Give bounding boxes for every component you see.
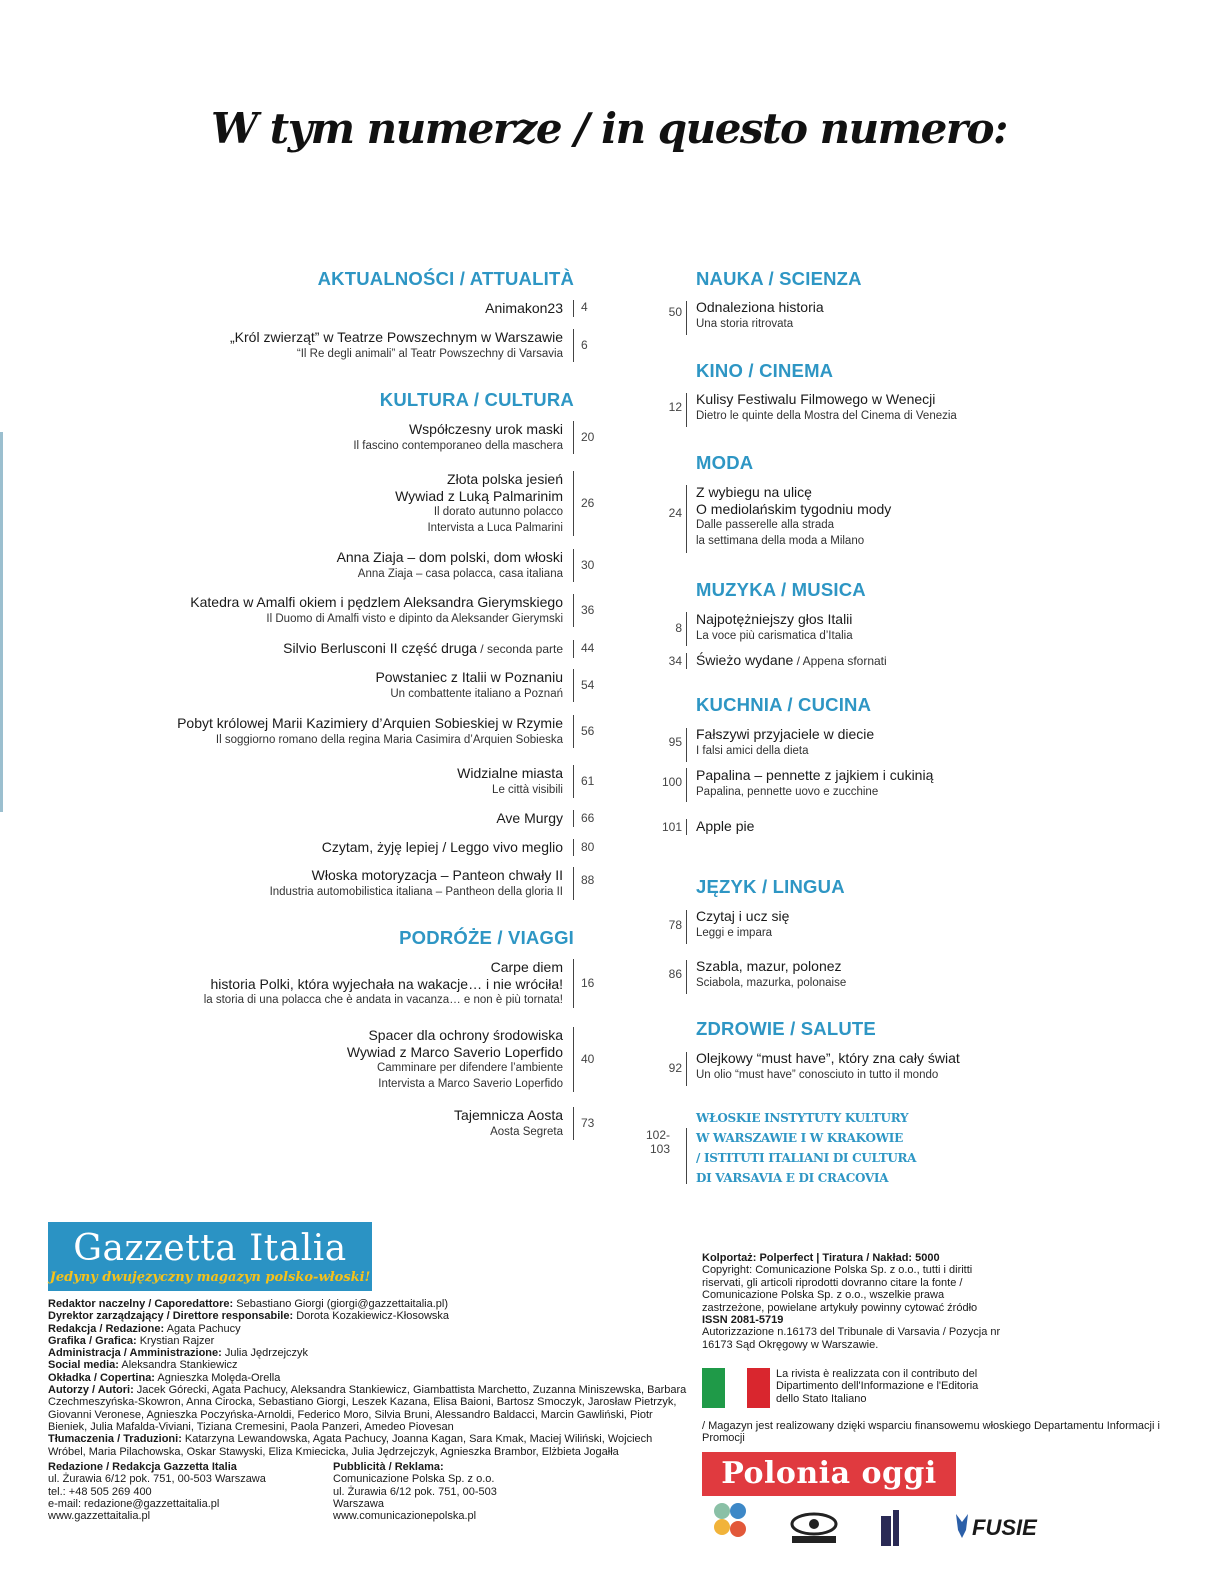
website-link[interactable]: www.comunicazionepolska.pl [333, 1510, 477, 1523]
section-heading-podroze: PODRÓŻE / VIAGGI [399, 927, 574, 948]
page-number: 16 [581, 976, 595, 990]
page-number: 6 [581, 338, 588, 352]
page-number: 36 [581, 603, 595, 617]
page-number: 40 [581, 1052, 595, 1066]
credit-value: Agnieszka Molęda-Orella [154, 1371, 281, 1384]
page-number: 86 [668, 967, 682, 981]
credit-label: Dyrektor zarządzający / Direttore responsabile: [48, 1310, 294, 1323]
entry-title: Złota polska jesień [447, 471, 563, 487]
section-heading-kuchnia: KUCHNIA / CUCINA [696, 694, 872, 715]
izba-wydawcow-logo [881, 1510, 899, 1546]
entry-subtitle: Dietro le quinte della Mostra del Cinema di Venezia [696, 409, 957, 422]
credit-value: Sebastiano Giorgi (giorgi@gazzettaitalia.pl) [233, 1298, 448, 1310]
entry-title: Ave Murgy [496, 810, 563, 826]
page-number: 50 [668, 305, 682, 319]
copyright-text: Copyright: Comunicazione Polska Sp. z o.o., tutti i diritti riservati, gli articoli riprodotti dovranno citare la fonte / Comunicazione Polska Sp. z o.o., wszelkie prawa zastrzeżone, powielane artykuły powinny cytować źródło [702, 1264, 978, 1314]
entry-subtitle: Il soggiorno romano della regina Maria Casimira d’Arquien Sobieska [215, 733, 563, 746]
partner-logos [706, 1502, 1046, 1550]
entry-title: Szabla, mazur, polonez [696, 958, 842, 974]
section-heading-jezyk: JĘZYK / LINGUA [696, 876, 845, 897]
page-number: 24 [668, 506, 682, 520]
credit-label: Administracja / Amministrazione: [48, 1347, 222, 1360]
toc-entry[interactable] [454, 1107, 595, 1140]
toc-entry[interactable] [177, 715, 595, 748]
page-number: 56 [581, 724, 595, 738]
entry-subtitle: la storia di una polacca che è andata in vacanza… e non è più tornata! [203, 994, 563, 1006]
fusie-logo [956, 1514, 968, 1538]
credit-label: Tłumaczenia / Traduzioni: [48, 1433, 182, 1446]
page-number: 101 [661, 820, 682, 834]
entry-subtitle: Il fascino contemporaneo della maschera [353, 439, 563, 452]
entry-subtitle: Una storia ritrovata [696, 317, 794, 330]
page-number: 34 [668, 654, 682, 668]
toc-entry[interactable] [457, 765, 595, 798]
page-number: 100 [661, 775, 682, 789]
pubblicita-label: Pubblicità / Reklama: [333, 1461, 444, 1473]
page-bar [686, 1052, 687, 1086]
entry-subtitle: Dalle passerelle alla strada [696, 519, 835, 531]
address-line: ul. Żurawia 6/12 pok. 751, 00-503 Warszawa [48, 1473, 266, 1486]
toc-entry[interactable] [696, 611, 853, 644]
address-line: ul. Żurawia 6/12 pok. 751, 00-503 [333, 1485, 497, 1498]
page-number: 4 [581, 300, 588, 314]
toc-entry[interactable] [696, 1050, 960, 1083]
credit-label: Okładka / Copertina: [48, 1371, 155, 1384]
institutes-line: WŁOSKIE INSTYTUTY KULTURY [696, 1111, 909, 1125]
page-bar [686, 653, 687, 669]
pubblicita-address [333, 1461, 497, 1522]
toc-entry[interactable] [696, 818, 754, 835]
kodeks-wydawcow-logo [792, 1514, 836, 1543]
toc-entry[interactable] [353, 421, 595, 454]
page-number: 20 [581, 430, 595, 444]
distribution-line: Kolportaż: Polperfect | Tiratura / Nakład: 5000 [702, 1252, 940, 1264]
phone-line: tel.: +48 505 269 400 [48, 1485, 152, 1498]
institutes-line: DI VARSAVIA E DI CRACOVIA [696, 1171, 889, 1185]
institutes-line: W WARSZAWIE I W KRAKOWIE [696, 1131, 903, 1145]
credit-label: Redaktor naczelny / Caporedattore: [48, 1298, 234, 1310]
credits-block [48, 1298, 688, 1458]
page-number: 44 [581, 641, 595, 655]
entry-subtitle: Industria automobilistica italiana – Pantheon della gloria II [269, 885, 563, 898]
entry-title: Widzialne miasta [457, 765, 563, 781]
credit-value: Katarzyna Lewandowska, Agata Pachucy, Joanna Kagan, Sara Kmak, Maciej Wiliński, Wojciech Wróbel, Maria Pilachowska, Oskar Stawyski, Eliza Kmiecicka, Julia Jędrzejczyk, Agnieszka Brambor, Elżbieta Jogałła [48, 1433, 653, 1458]
toc-entry[interactable] [696, 958, 846, 991]
entry-subtitle: Il dorato autunno polacco [433, 506, 563, 518]
entry-title: Apple pie [696, 818, 755, 834]
credit-value: Aleksandra Stankiewicz [118, 1359, 238, 1372]
entry-title: Papalina – pennette z jajkiem i cukinią [696, 767, 934, 783]
entry-inline-subtitle: / Appena sfornati [793, 654, 887, 668]
redazione-address [48, 1461, 266, 1522]
entry-inline-subtitle: / seconda parte [476, 642, 563, 656]
entry-title: Spacer dla ochrony środowiska [368, 1027, 563, 1043]
logo-name: Gazzetta Italia [73, 1228, 347, 1269]
section-heading-nauka: NAUKA / SCIENZA [696, 268, 862, 289]
page-number: 92 [668, 1061, 682, 1075]
page-bar [686, 301, 687, 335]
institutes-line: / ISTITUTI ITALIANI DI CULTURA [696, 1151, 917, 1165]
page-bar [686, 485, 687, 553]
entry-subtitle: Papalina, pennette uovo e zucchine [696, 785, 879, 798]
issn-line: ISSN 2081-5719 [702, 1314, 784, 1327]
section-heading-zdrowie: ZDROWIE / SALUTE [696, 1018, 876, 1039]
entry-title: Włoska motoryzacja – Panteon chwały II [311, 867, 563, 883]
entry-title-line2: Wywiad z Luką Palmarinim [395, 487, 563, 504]
toc-entry[interactable] [269, 867, 595, 900]
toc-entry[interactable] [696, 299, 824, 332]
page-title: W tym numerze / in questo numero: [211, 104, 1007, 153]
entry-title: Świeżo wydane [696, 652, 794, 668]
page-number: 12 [668, 400, 682, 414]
page-number: 66 [581, 811, 595, 825]
address-line: Warszawa [333, 1497, 384, 1510]
entry-title: Odnaleziona historia [696, 299, 824, 315]
credit-label: Redakcja / Redazione: [48, 1322, 165, 1335]
entry-subtitle-line2: la settimana della moda a Milano [696, 535, 865, 547]
toc-entry[interactable] [283, 640, 595, 658]
entry-title: Czytaj i ucz się [696, 908, 790, 924]
entry-title: Czytam, żyję lepiej / Leggo vivo meglio [321, 839, 563, 855]
entry-subtitle: Il Duomo di Amalfi visto e dipinto da Aleksander Gierymski [266, 612, 563, 625]
page-number: 61 [581, 774, 595, 788]
credit-label: Social media: [48, 1359, 119, 1372]
entry-title: Fałszywi przyjaciele w diecie [696, 726, 875, 742]
entry-title-line2: historia Polki, która wyjechała na wakacje… i nie wróciła! [210, 975, 563, 992]
authorization-text: Autorizzazione n.16173 del Tribunale di Varsavia / Pozycja nr 16173 Sąd Okręgowy w Warszawie. [702, 1326, 1001, 1351]
page-number: 54 [581, 678, 595, 692]
entry-subtitle: Sciabola, mazurka, polonaise [696, 976, 847, 989]
toc-entry[interactable] [696, 726, 874, 759]
entry-title: Tajemnicza Aosta [454, 1107, 563, 1123]
credit-value: Agata Pachucy [164, 1322, 241, 1335]
section-heading-kino: KINO / CINEMA [696, 360, 834, 381]
entry-subtitle-line2: Intervista a Marco Saverio Loperfido [378, 1078, 563, 1090]
toc-entry[interactable] [696, 391, 957, 424]
email-link[interactable]: e-mail: redazione@gazzettaitalia.pl [48, 1497, 220, 1510]
flag-note: La rivista è realizzata con il contributo del Dipartimento dell'Informazione e l'Editoria dello Stato Italiano [776, 1368, 979, 1405]
italian-flag [702, 1368, 770, 1408]
website-link[interactable]: www.gazzettaitalia.pl [48, 1510, 151, 1523]
page-number: 80 [581, 840, 595, 854]
entry-title: Najpotężniejszy głos Italii [696, 611, 853, 627]
page-number: 30 [581, 558, 595, 572]
credit-label: Autorzy / Autori: [48, 1384, 134, 1397]
page-bar [686, 960, 687, 994]
section-heading-aktualnosci: AKTUALNOŚCI / ATTUALITÀ [317, 268, 574, 289]
entry-title: Animakon23 [485, 300, 563, 316]
section-heading-moda: MODA [696, 452, 754, 473]
entry-subtitle: Un combattente italiano a Poznań [390, 687, 563, 700]
page-number: 95 [668, 735, 682, 749]
page-number: 26 [581, 496, 595, 510]
toc-entry[interactable] [496, 810, 595, 827]
color-circles-logo [714, 1503, 746, 1537]
gazzetta-italia-logo [48, 1222, 372, 1291]
credit-value: Julia Jędrzejczyk [221, 1347, 309, 1360]
credit-value: Dorota Kozakiewicz-Kłosowska [293, 1310, 450, 1323]
entry-title: Pobyt królowej Marii Kazimiery d’Arquien Sobieskiej w Rzymie [177, 715, 563, 731]
page-bar [686, 910, 687, 944]
entry-title: Carpe diem [490, 959, 563, 975]
toc-entry[interactable] [395, 471, 595, 536]
toc-entry[interactable] [321, 839, 595, 856]
entry-subtitle: Aosta Segreta [490, 1125, 563, 1138]
toc-entry[interactable] [230, 329, 588, 362]
page-bar [686, 819, 687, 835]
redazione-label: Redazione / Redakcja Gazzetta Italia [48, 1461, 237, 1473]
entry-title-line2: O mediolańskim tygodniu mody [696, 500, 892, 517]
entry-subtitle: Un olio “must have” conosciuto in tutto il mondo [696, 1068, 939, 1081]
page-bar [686, 612, 687, 646]
toc-entry[interactable] [203, 959, 595, 1008]
credit-label: Grafika / Grafica: [48, 1334, 137, 1347]
toc-entry[interactable] [190, 594, 595, 627]
entry-title: Silvio Berlusconi II część druga [283, 640, 477, 656]
entry-subtitle: Le città visibili [492, 783, 563, 796]
entry-title: Anna Ziaja – dom polski, dom włoski [336, 549, 563, 565]
page-bar [686, 393, 687, 427]
entry-subtitle: La voce più carismatica d’Italia [696, 629, 853, 642]
entry-subtitle: “Il Re degli animali” al Teatr Powszechny di Varsavia [296, 347, 563, 360]
address-line: Comunicazione Polska Sp. z o.o. [333, 1473, 495, 1486]
entry-subtitle: Leggi e impara [696, 926, 773, 939]
page-number: 78 [668, 918, 682, 932]
section-heading-muzyka: MUZYKA / MUSICA [696, 579, 866, 600]
page-number: 102- 103 [645, 1128, 670, 1156]
toc-entry[interactable] [696, 908, 789, 941]
credit-value: Krystian Rajzer [136, 1334, 215, 1347]
support-note: / Magazyn jest realizowany dzięki wsparciu finansowemu włoskiego Departamentu Informacji i Promocji [702, 1420, 1160, 1445]
logo-tagline: Jedyny dwujęzyczny magazyn polsko-włoski! [49, 1270, 371, 1285]
toc-entry[interactable] [696, 767, 933, 800]
institutes-entry[interactable] [696, 1108, 916, 1188]
toc-entry[interactable] [696, 484, 891, 549]
left-edge-divider [0, 432, 3, 812]
page-bar [686, 768, 687, 802]
fusie-logo-text: FUSIE [972, 1515, 1037, 1540]
entry-subtitle: I falsi amici della dieta [696, 744, 809, 757]
page-number: 8 [675, 621, 682, 635]
entry-title: Powstaniec z Italii w Poznaniu [375, 669, 563, 685]
toc-entry[interactable] [336, 549, 595, 582]
polonia-oggi-logo: Polonia oggi [702, 1452, 956, 1496]
entry-subtitle-line2: Intervista a Luca Palmarini [427, 522, 563, 534]
entry-title: Olejkowy “must have”, który zna cały świat [696, 1050, 960, 1066]
page-number: 73 [581, 1116, 595, 1130]
toc-entry[interactable] [696, 652, 887, 670]
page-bar [686, 1128, 687, 1184]
entry-title: „Król zwierząt” w Teatrze Powszechnym w Warszawie [230, 329, 563, 345]
entry-title: Katedra w Amalfi okiem i pędzlem Aleksandra Gierymskiego [190, 594, 563, 610]
entry-subtitle: Anna Ziaja – casa polacca, casa italiana [357, 567, 563, 580]
toc-entry[interactable] [346, 1027, 595, 1092]
page-bar [686, 728, 687, 762]
entry-subtitle: Camminare per difendere l’ambiente [376, 1062, 563, 1074]
section-heading-kultura: KULTURA / CULTURA [379, 389, 574, 410]
entry-title-line2: Wywiad z Marco Saverio Loperfido [346, 1043, 563, 1060]
entry-title: Współczesny urok maski [408, 421, 563, 437]
publication-info [702, 1252, 1002, 1351]
entry-title: Kulisy Festiwalu Filmowego w Wenecji [696, 391, 936, 407]
toc-entry[interactable] [485, 300, 588, 317]
toc-entry[interactable] [375, 669, 595, 702]
entry-title: Z wybiegu na ulicę [696, 484, 812, 500]
page-number: 88 [581, 873, 595, 887]
credit-value: Jacek Górecki, Agata Pachucy, Aleksandra Stankiewicz, Giambattista Marchetto, Zuzanna Miniszewska, Barbara Czechmeszyńska-Skowron, Anna Cirocka, Sebastiano Giorgi, Leszek Kazana, Elisa Baioni, Bartosz Smoczyk, Jarosław Pietrzyk, Giovanni Veronese, Agnieszka Poczyńska-Arnoldi, Federico Moro, Silvia Bruni, Alessandro Baldacci, Marcin Gawliński, Piotr Bieniek, Julia Mafalda-Viviani, Tiziana Cremesini, Paola Panzeri, Amedeo Piovesan [48, 1384, 687, 1433]
